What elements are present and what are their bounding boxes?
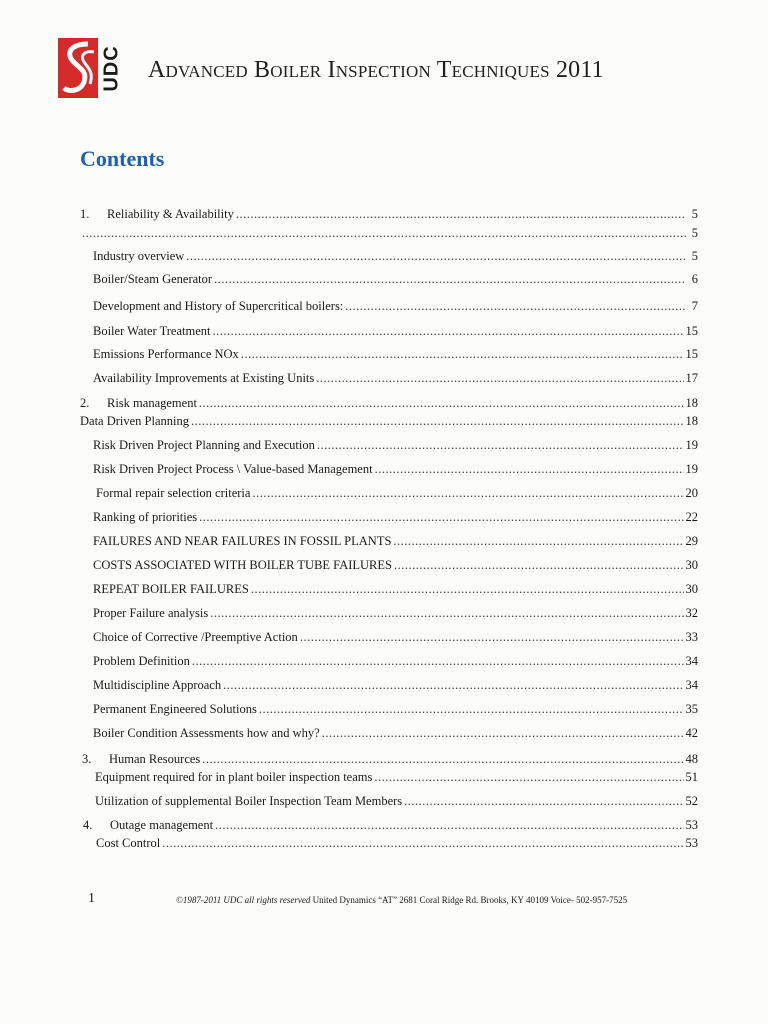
document-title: Advanced Boiler Inspection Techniques 2011 bbox=[148, 57, 604, 83]
toc-entry-label: FAILURES AND NEAR FAILURES IN FOSSIL PLANTS bbox=[93, 534, 392, 548]
toc-leader-dots bbox=[345, 298, 686, 314]
toc-leader-dots bbox=[404, 793, 683, 809]
toc-entry-number: 1. bbox=[80, 207, 90, 221]
udc-logo bbox=[58, 38, 124, 98]
toc-entry-page: 48 bbox=[685, 752, 698, 766]
toc-entry[interactable] bbox=[93, 323, 698, 339]
toc-entry[interactable] bbox=[93, 437, 698, 453]
toc-entry[interactable] bbox=[80, 206, 698, 222]
toc-leader-dots bbox=[236, 206, 686, 222]
footer-page-number: 1 bbox=[88, 891, 95, 906]
toc-entry[interactable] bbox=[93, 557, 698, 573]
toc-leader-dots bbox=[213, 323, 684, 339]
toc-entry-number: 4. bbox=[83, 818, 93, 832]
footer-text bbox=[176, 895, 627, 905]
toc-leader-dots bbox=[215, 817, 683, 833]
toc-entry[interactable] bbox=[80, 395, 698, 411]
toc-entry-label: REPEAT BOILER FAILURES bbox=[93, 582, 249, 596]
toc-leader-dots bbox=[191, 413, 683, 429]
toc-leader-dots bbox=[199, 395, 684, 411]
toc-leader-dots bbox=[223, 677, 683, 693]
toc-leader-dots bbox=[199, 509, 683, 525]
toc-entry-page: 22 bbox=[685, 510, 698, 524]
toc-entry[interactable] bbox=[95, 769, 698, 785]
toc-entry-label: Equipment required for in plant boiler inspection teams bbox=[95, 770, 373, 784]
toc-entry-page: 5 bbox=[691, 249, 698, 263]
toc-entry-label: Utilization of supplemental Boiler Inspection Team Members bbox=[95, 794, 403, 808]
toc-entry-label: Human Resources bbox=[109, 752, 201, 766]
footer-address: United Dynamics “AT” 2681 Coral Ridge Rd. Brooks, KY 40109 Voice- 502-957-7525 bbox=[312, 895, 628, 905]
toc-entry-page: 18 bbox=[685, 414, 698, 428]
toc-entry[interactable] bbox=[93, 346, 698, 362]
toc-leader-dots bbox=[214, 271, 686, 287]
toc-entry[interactable] bbox=[93, 677, 698, 693]
toc-entry-page: 18 bbox=[685, 396, 698, 410]
toc-entry-label: Outage management bbox=[110, 818, 214, 832]
toc-leader-dots bbox=[375, 461, 684, 477]
toc-entry[interactable] bbox=[93, 533, 698, 549]
toc-leader-dots bbox=[322, 725, 684, 741]
toc-leader-dots bbox=[316, 370, 683, 386]
toc-leader-dots bbox=[300, 629, 684, 645]
toc-entry[interactable] bbox=[93, 248, 698, 264]
toc-entry-label: Risk Driven Project Process \ Value-based Management bbox=[93, 462, 373, 476]
toc-entry-label: Problem Definition bbox=[93, 654, 190, 668]
toc-leader-dots bbox=[252, 485, 683, 501]
toc-leader-dots bbox=[241, 346, 684, 362]
toc-entry-label: Ranking of priorities bbox=[93, 510, 198, 524]
toc-entry-page: 35 bbox=[685, 702, 698, 716]
toc-entry-label: Risk Driven Project Planning and Execution bbox=[93, 438, 315, 452]
toc-entry-label: Formal repair selection criteria bbox=[96, 486, 251, 500]
toc-entry-page: 34 bbox=[685, 678, 698, 692]
toc-entry[interactable] bbox=[80, 225, 698, 241]
toc-entry-label: Proper Failure analysis bbox=[93, 606, 209, 620]
toc-entry-page: 29 bbox=[685, 534, 698, 548]
toc-leader-dots bbox=[186, 248, 686, 264]
toc-entry[interactable] bbox=[96, 835, 698, 851]
toc-entry[interactable] bbox=[93, 629, 698, 645]
toc-entry-page: 51 bbox=[685, 770, 698, 784]
toc-entry-page: 30 bbox=[685, 582, 698, 596]
toc-entry-page: 34 bbox=[685, 654, 698, 668]
toc-entry-page: 42 bbox=[685, 726, 698, 740]
toc-leader-dots bbox=[317, 437, 684, 453]
toc-entry-page: 19 bbox=[685, 462, 698, 476]
logo-text: UDC bbox=[100, 44, 123, 92]
toc-entry[interactable] bbox=[80, 413, 698, 429]
toc-entry[interactable] bbox=[93, 271, 698, 287]
toc-entry-label: Boiler/Steam Generator bbox=[93, 272, 213, 286]
toc-entry[interactable] bbox=[82, 751, 698, 767]
toc-entry-page: 52 bbox=[685, 794, 698, 808]
toc-entry-label: Availability Improvements at Existing Units bbox=[93, 371, 315, 385]
toc-entry-page: 53 bbox=[685, 818, 698, 832]
toc-entry[interactable] bbox=[93, 581, 698, 597]
toc-entry-page: 32 bbox=[685, 606, 698, 620]
toc-entry[interactable] bbox=[93, 298, 698, 314]
toc-entry-page: 19 bbox=[685, 438, 698, 452]
toc-entry-page: 20 bbox=[685, 486, 698, 500]
toc-entry-label: Risk management bbox=[107, 396, 197, 410]
toc-entry-label: Permanent Engineered Solutions bbox=[93, 702, 257, 716]
toc-leader-dots bbox=[192, 653, 684, 669]
toc-entry-label: Development and History of Supercritical boilers: bbox=[93, 299, 344, 313]
toc-entry[interactable] bbox=[95, 793, 698, 809]
toc-entry[interactable] bbox=[83, 817, 698, 833]
toc-entry[interactable] bbox=[93, 370, 698, 386]
toc-entry[interactable] bbox=[93, 701, 698, 717]
toc-entry[interactable] bbox=[93, 653, 698, 669]
toc-leader-dots bbox=[162, 835, 683, 851]
toc-entry-page: 15 bbox=[685, 347, 698, 361]
toc-entry[interactable] bbox=[93, 509, 698, 525]
toc-entry-label: Boiler Condition Assessments how and why? bbox=[93, 726, 320, 740]
contents-heading: Contents bbox=[80, 146, 165, 171]
toc-leader-dots bbox=[394, 557, 684, 573]
toc-entry[interactable] bbox=[93, 725, 698, 741]
toc-entry-label: Boiler Water Treatment bbox=[93, 324, 211, 338]
toc-leader-dots bbox=[393, 533, 683, 549]
toc-entry-label: Industry overview bbox=[93, 249, 185, 263]
toc-entry-label: Choice of Corrective /Preemptive Action bbox=[93, 630, 298, 644]
toc-entry-page: 17 bbox=[685, 371, 698, 385]
logo-mark-icon bbox=[58, 38, 98, 98]
toc-entry-label: Multidiscipline Approach bbox=[93, 678, 222, 692]
toc-entry-label: Reliability & Availability bbox=[107, 207, 234, 221]
toc-leader-dots bbox=[259, 701, 684, 717]
toc-entry-label: Emissions Performance NOx bbox=[93, 347, 239, 361]
toc-entry-number: 2. bbox=[80, 396, 90, 410]
toc-entry-page: 5 bbox=[691, 226, 698, 240]
toc-leader-dots bbox=[251, 581, 684, 597]
toc-leader-dots bbox=[374, 769, 683, 785]
toc-entry-page: 33 bbox=[685, 630, 698, 644]
toc-entry-page: 30 bbox=[685, 558, 698, 572]
toc-entry[interactable] bbox=[93, 461, 698, 477]
toc-leader-dots bbox=[202, 751, 683, 767]
toc-entry-label: Data Driven Planning bbox=[80, 414, 190, 428]
toc-entry-page: 7 bbox=[691, 299, 698, 313]
toc-entry-number: 3. bbox=[82, 752, 92, 766]
toc-entry[interactable] bbox=[93, 605, 698, 621]
toc-entry[interactable] bbox=[96, 485, 698, 501]
toc-entry-page: 6 bbox=[691, 272, 698, 286]
footer-copyright: ©1987-2011 UDC all rights reserved bbox=[176, 895, 311, 905]
toc-leader-dots bbox=[82, 225, 686, 241]
toc-leader-dots bbox=[210, 605, 683, 621]
toc-entry-page: 53 bbox=[685, 836, 698, 850]
toc-entry-page: 5 bbox=[691, 207, 698, 221]
toc-entry-page: 15 bbox=[685, 324, 698, 338]
toc-entry-label: Cost Control bbox=[96, 836, 161, 850]
toc-entry-label: COSTS ASSOCIATED WITH BOILER TUBE FAILURES bbox=[93, 558, 392, 572]
